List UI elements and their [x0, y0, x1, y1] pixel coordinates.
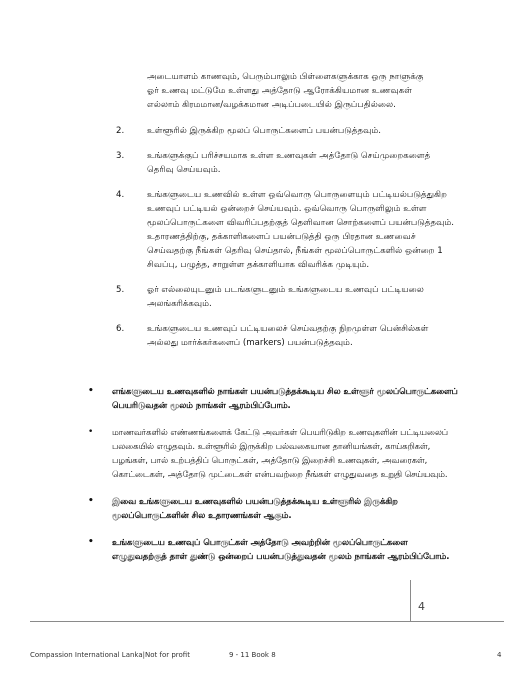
bullet-item [88, 425, 460, 481]
item-number: 2. [116, 126, 125, 136]
page-number-divider [410, 580, 411, 622]
page-number: 4 [418, 600, 425, 613]
numbered-item [116, 322, 456, 350]
item-number: 6. [116, 324, 125, 334]
numbered-item [116, 124, 456, 138]
item-text: உங்களுடைய உணவில் உள்ள ஒவ்வொரு பொருளையும் பட்டியல்படுத்துகிற உணவுப் பட்டியல் ஒன்றைச் செய்யவும். ஒவ்வொரு பொருளிலும் உள்ள மூலப்பொருட்களை விவரிப்பதற்குத் தெளிவான சொற்களைப் பயன்படுத்தவும். உதாரணத்திற்கு, தக்காளிகளைப் பயன்படுத்தி ஒரு பிரதான உணவைச் செய்வதற்கு நீங்கள் தெரிவு செய்தால், நீங்கள் மூலப்பொருட்களில் ஒன்றை 1 சிவப்பு, பழுத்த, சாறுள்ள தக்காளியாக விவரிக்க முடியும். [147, 190, 454, 270]
item-text: உங்களுக்குப் பரிச்சயமாக உள்ள உணவுகள் அத்தோடு செய்முறைகளைத் தெரிவு செய்யவும். [147, 151, 431, 175]
bullet-item [88, 494, 460, 522]
bullet-icon: • [88, 537, 94, 547]
item-text: உங்களுடைய உணவுப் பட்டியலைச் செய்வதற்கு நிறமுள்ள பென்சில்கள் அல்லது மார்க்கர்களைப் (markers) பயன்படுத்தவும். [147, 324, 429, 348]
footer-book: 9 - 11 Book 8 [229, 651, 276, 659]
bullet-list [88, 384, 460, 576]
bullet-item [88, 384, 460, 412]
bullet-text: எங்களுடைய உணவுகளில் நாங்கள் பயன்படுத்தக்கூடிய சில உள்ளூர் மூலப்பொருட்களைப் பெயரிடுவதன் மூலம் நாங்கள் ஆரம்பிப்போம். [112, 386, 458, 410]
footer-page-number: 4 [497, 651, 502, 659]
intro-line: ஓர் உணவு மட்டுமே உள்ளது அத்தோடு ஆரோக்கியமான உணவுகள் [147, 86, 413, 96]
item-number: 4. [116, 190, 125, 200]
footer-organization: Compassion International Lanka|Not for profit [30, 651, 190, 659]
intro-line: அடையாளம் காணவும், பெரும்பாலும் பிள்ளைகளுக்காக ஒரு நாளுக்கு [147, 72, 424, 82]
bullet-item [88, 535, 460, 563]
bullet-text: இவை உங்களுடைய உணவுகளில் பயன்படுத்தக்கூடிய உள்ளூரில் இருக்கிற மூலப்பொருட்களின் சில உதாரணங்கள் ஆகும். [112, 496, 398, 520]
bullet-icon: • [88, 496, 94, 506]
item-number: 3. [116, 151, 125, 161]
bullet-icon: • [88, 427, 94, 437]
bullet-text: மாணவர்களில் எண்ணங்களைக் கேட்டு அவர்கள் பெயரிடுகிற உணவுகளின் பட்டியலைப் பலகையில் எழுதவும். உள்ளூரில் இருக்கிற பல்வகையான தானியங்கள், காய்கறிகள், பழங்கள், பால் உற்பத்திப் பொருட்கள், அத்தோடு இறைச்சி உணவுகள், அவரைகள், கொட்டைகள், அத்தோடு முட்டைகள் என்பவற்றை நீங்கள் எழுதுவதை உறுதி செய்யவும். [112, 427, 448, 479]
bullet-text: உங்களுடைய உணவுப் பொருட்கள் அத்தோடு அவற்றின் மூலப்பொருட்களை எழுதுவதற்குத் தாள் துண்டு ஒன்றைப் பயன்படுத்துவதன் மூலம் நாங்கள் ஆரம்பிப்போம். [112, 537, 450, 561]
intro-paragraph [147, 70, 447, 112]
numbered-item [116, 283, 456, 311]
item-text: உள்ளூரில் இருக்கிற மூலப் பொருட்களைப் பயன்படுத்தவும். [147, 126, 381, 136]
item-text: ஓர் எல்லையுடனும் படங்களுடனும் உங்களுடைய உணவுப் பட்டியலை அலங்கரிக்கவும். [147, 285, 424, 309]
footer-rule [30, 621, 504, 622]
numbered-item [116, 188, 456, 272]
numbered-list [116, 124, 456, 361]
numbered-item [116, 149, 456, 177]
bullet-icon: • [88, 386, 94, 396]
item-number: 5. [116, 285, 125, 295]
intro-line: எல்லாம் கிரமமான/வழக்கமான அடிப்படையில் இருப்பதில்லை. [147, 100, 396, 110]
